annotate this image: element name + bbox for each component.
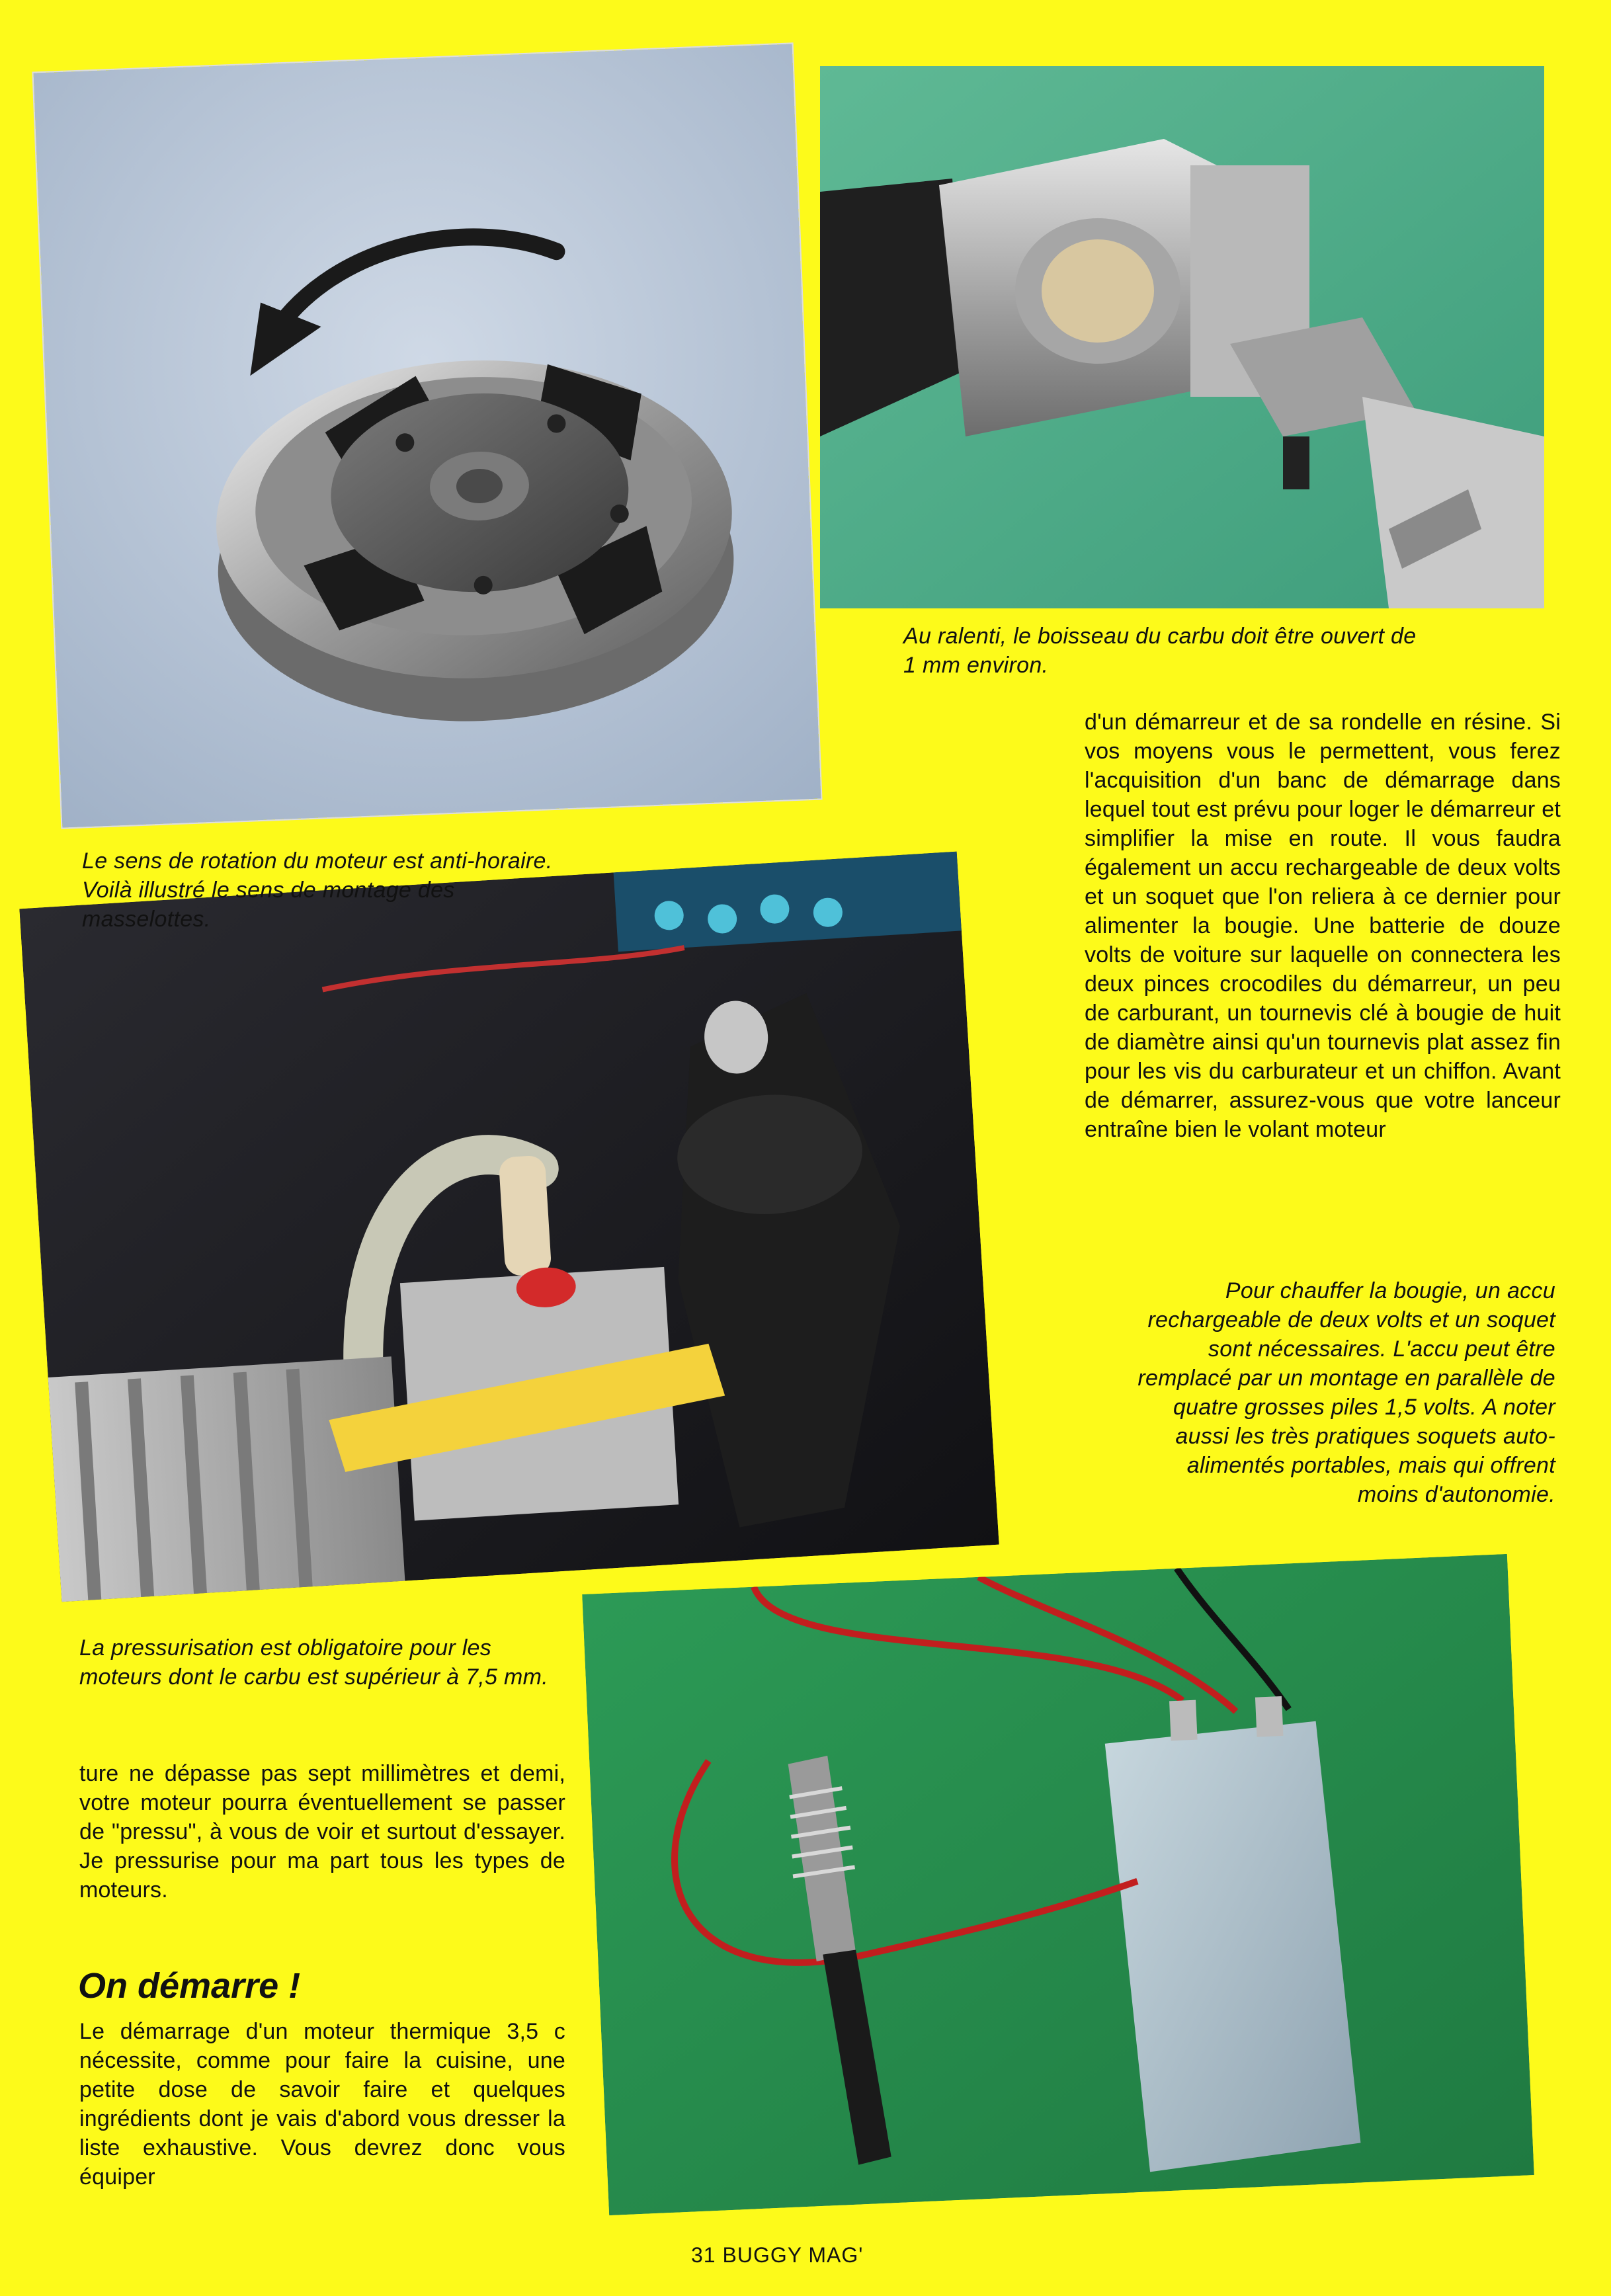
caption-flywheel: Le sens de rotation du moteur est anti-horaire. Voilà illustré le sens de montage des masselottes.	[82, 848, 553, 932]
page-footer: 31 BUGGY MAG'	[691, 2243, 864, 2267]
caption-pressurisation: La pressurisation est obligatoire pour les moteurs dont le carbu est supérieur à 7,5 mm.	[79, 1635, 548, 1690]
caption-glow-plug: Pour chauffer la bougie, un accu rechargeable de deux volts et un soquet sont nécessaires. L'accu peut être remplacé par un montage en parallèle de quatre grosses piles 1,5 volts. A noter aussi les très pratiques soquets auto-alimentés portables, mais qui offrent moins d'autonomie.	[1137, 1278, 1555, 1507]
photo-carburetor	[820, 66, 1544, 608]
photo-flywheel-clutch	[34, 44, 821, 827]
caption-carburetor: Au ralenti, le boisseau du carbu doit être ouvert de 1 mm environ.	[903, 624, 1417, 678]
body-text-left-column: ture ne dépasse pas sept millimètres et demi, votre moteur pourra éventuellement se passer de "pressu", à vous de voir et surtout d'essayer. Je pressurise pour ma part tous les types de moteurs.	[79, 1761, 565, 1903]
body-text-left-column-2: Le démarrage d'un moteur thermique 3,5 c nécessite, comme pour faire la cuisine, une petite dose de savoir faire et quelques ingrédients dont je vais d'abord vous dresser la liste exhaustive. Vous devrez donc vous équiper	[79, 2019, 565, 2190]
body-text-right-column: d'un démarreur et de sa rondelle en résine. Si vos moyens vous le permettent, vous ferez l'acquisition d'un banc de démarrage dans lequel tout est prévu pour loger le démarreur et simplifier la mise en route. Il vous faudra également un accu rechargeable de deux volts et un soquet que l'on reliera à ce dernier pour alimenter la bougie. Une batterie de douze volts de voiture sur laquelle on connectera les deux pinces crocodiles du démarreur, un peu de carburant, un tournevis clé à bougie de huit de diamètre ainsi qu'un tournevis plat assez fin pour les vis du carburateur et un chiffon. Avant de démarrer, assurez-vous que votre lanceur entraîne bien le volant moteur	[1085, 710, 1561, 1142]
photo-glow-battery	[582, 1554, 1534, 2215]
section-heading: On démarre !	[78, 1966, 301, 2006]
photo-engine-pressure	[19, 852, 999, 1602]
